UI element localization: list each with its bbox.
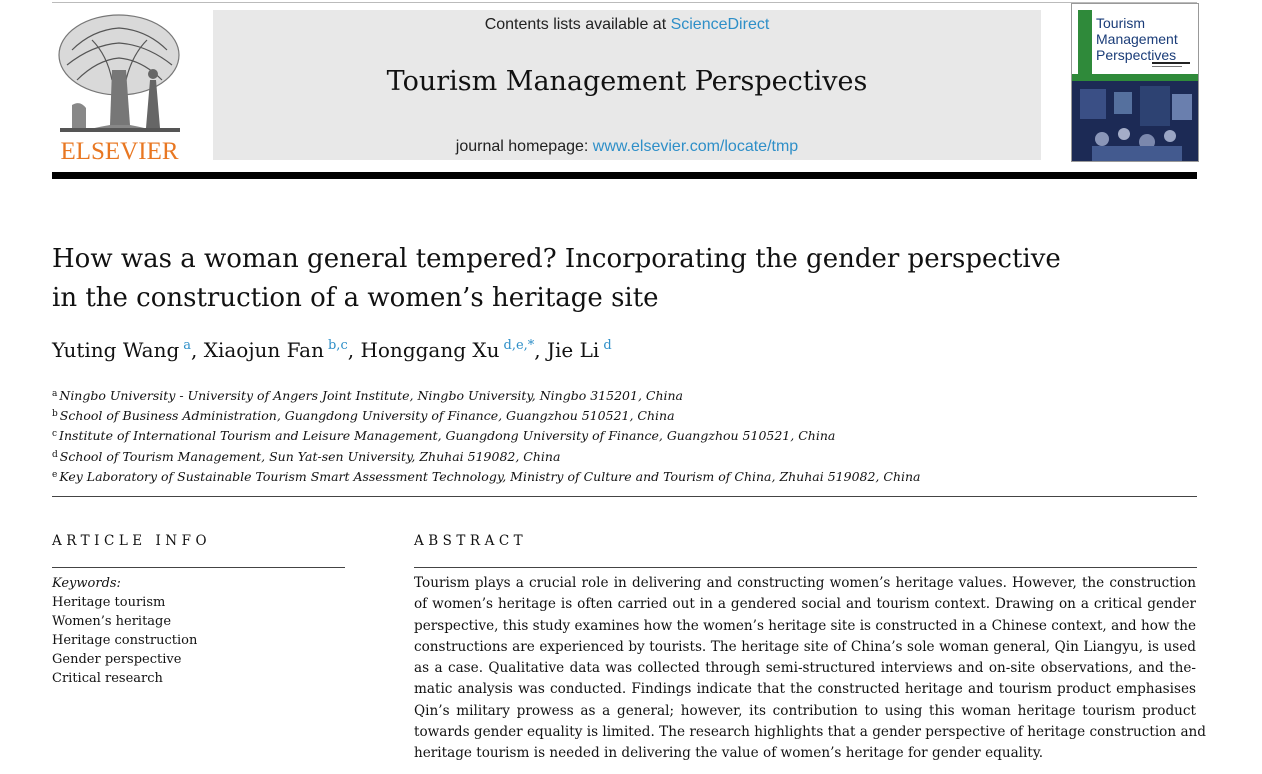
article-title-line: in the construction of a women’s heritage site	[52, 283, 659, 313]
affiliation-mark: a	[52, 389, 58, 399]
keyword-item: Women’s heritage	[52, 614, 172, 629]
sciencedirect-link[interactable]: ScienceDirect	[670, 16, 770, 33]
abstract-line: heritage tourism is needed in delivering the value of women’s heritage for gender equality.	[414, 745, 1044, 762]
cover-title-line: Perspectives	[1096, 47, 1177, 63]
abstract-line: of women’s heritage is often carried out in a gendered social and tourism context. Drawing on a critical gender	[414, 596, 1196, 613]
keyword-item: Gender perspective	[52, 652, 182, 667]
abstract-line: matic analysis was conducted. Findings indicate that the constructed heritage and tourism product emphasises	[414, 681, 1196, 698]
affiliation-item	[52, 446, 921, 466]
affiliation-text: School of Business Administration, Guangdong University of Finance, Guangzhou 510521, China	[59, 408, 675, 424]
author-name[interactable]: Yuting Wang	[52, 338, 180, 362]
abstract-line: constructions are experienced by tourists. The heritage site of China’s sole woman general, Qin Liangyu, is used	[414, 638, 1196, 655]
header-top-rule	[52, 2, 1197, 3]
elsevier-logo[interactable]	[52, 10, 187, 165]
abstract-line: Qin’s military prowess as a general; however, its contribution to using this woman heritage tourism product	[414, 702, 1196, 719]
cover-title-line: Management	[1096, 31, 1178, 47]
affiliation-text: Ningbo University - University of Angers Joint Institute, Ningbo University, Ningbo 315201, China	[59, 388, 684, 403]
abstract-line: as a case. Qualitative data was collected through semi-structured interviews and on-site observations, and the-	[414, 660, 1196, 677]
author-separator: ,	[347, 338, 361, 362]
author-affiliation-mark[interactable]: d,e,*	[503, 338, 535, 353]
article-title	[52, 240, 1102, 318]
affiliation-text: Institute of International Tourism and Leisure Management, Guangdong University of Finance, Guangzhou 510521, China	[59, 428, 836, 444]
author-separator: ,	[191, 338, 204, 362]
abstract-line: towards gender equality is limited. The research highlights that a gender perspective of heritage construction and	[414, 724, 1207, 741]
affiliation-text: School of Tourism Management, Sun Yat-sen University, Zhuhai 519082, China	[59, 448, 561, 464]
journal-title: Tourism Management Perspectives	[386, 66, 868, 97]
affiliation-item	[52, 385, 921, 405]
affiliation-item	[52, 405, 921, 425]
keyword-item: Heritage construction	[52, 633, 198, 648]
affiliation-item	[52, 425, 921, 445]
abstract-body	[414, 573, 1207, 765]
keyword-item: Critical research	[52, 671, 163, 686]
affiliation-mark: c	[52, 429, 58, 440]
author-affiliation-mark[interactable]: d	[603, 338, 612, 353]
header-divider-bar	[52, 172, 1197, 179]
article-info-heading: ARTICLE INFO	[52, 533, 212, 549]
author-list	[52, 338, 612, 362]
cover-title-line: Tourism	[1096, 15, 1146, 31]
abstract-rule	[414, 567, 1197, 568]
author-affiliation-mark[interactable]: b,c	[327, 338, 348, 353]
affiliation-list	[52, 385, 921, 486]
affiliation-mark: e	[52, 469, 58, 480]
affiliation-text: Key Laboratory of Sustainable Tourism Smart Assessment Technology, Ministry of Culture and Tourism of China, Zhuhai 519082, China	[59, 468, 921, 484]
author-separator: ,	[534, 338, 548, 362]
author-affiliation-mark[interactable]: a	[183, 338, 192, 353]
contents-prefix: Contents lists available at	[484, 16, 671, 33]
keywords-label: Keywords:	[52, 576, 121, 591]
article-title-line: How was a woman general tempered? Incorporating the gender perspective	[52, 244, 1061, 274]
author-name[interactable]: Jie Li	[547, 338, 600, 362]
journal-homepage-link[interactable]: www.elsevier.com/locate/tmp	[592, 138, 799, 155]
journal-banner	[213, 10, 1041, 160]
section-divider	[52, 496, 1197, 497]
homepage-prefix: journal homepage:	[455, 138, 593, 155]
tree-of-knowledge-icon	[52, 10, 187, 135]
keyword-item: Heritage tourism	[52, 595, 166, 610]
affiliation-item	[52, 466, 921, 486]
elsevier-wordmark: ELSEVIER	[60, 138, 179, 165]
abstract-heading: ABSTRACT	[414, 533, 528, 549]
author-name[interactable]: Xiaojun Fan	[203, 338, 324, 362]
homepage-line	[213, 138, 1041, 156]
keywords-block	[52, 574, 197, 688]
journal-cover-thumbnail[interactable]	[1071, 3, 1199, 162]
affiliation-mark: d	[52, 449, 58, 460]
author-name[interactable]: Honggang Xu	[360, 338, 500, 362]
contents-line	[213, 16, 1041, 34]
affiliation-mark: b	[52, 409, 58, 420]
cover-title	[1096, 15, 1196, 63]
abstract-line: perspective, this study examines how the women’s heritage site is constructed in a Chinese context, and how the	[414, 617, 1197, 634]
abstract-line: Tourism plays a crucial role in delivering and constructing women’s heritage values. However, the construction	[414, 575, 1196, 591]
article-info-rule	[52, 567, 345, 568]
